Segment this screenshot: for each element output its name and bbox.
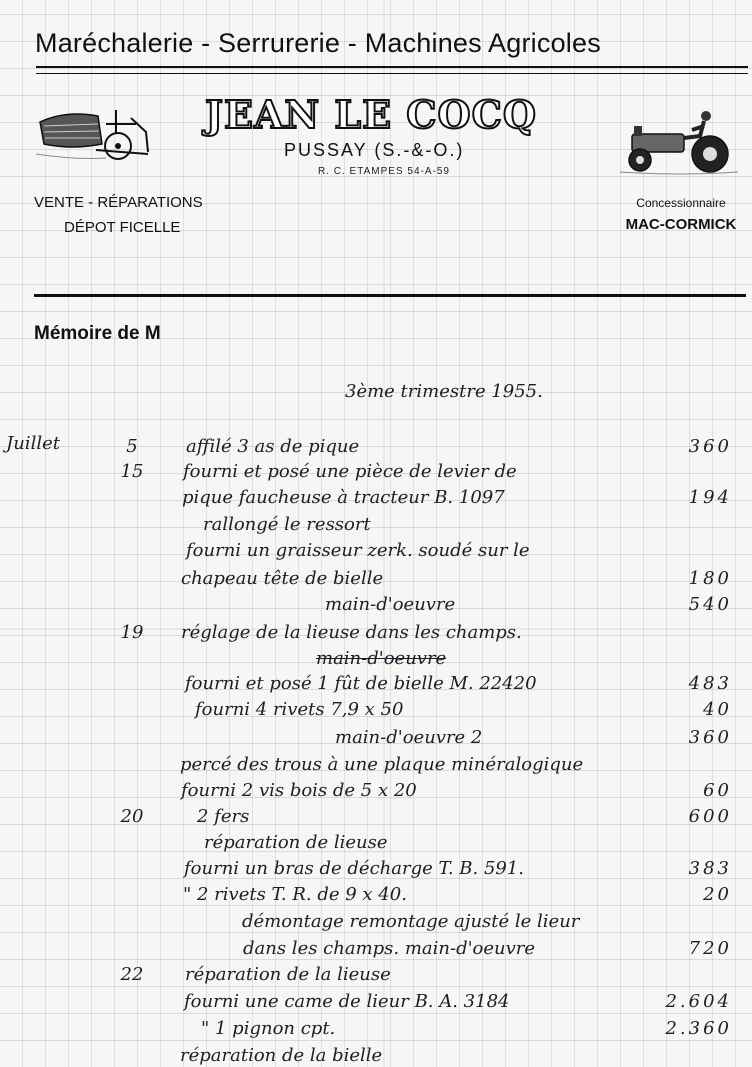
memoire-label: Mémoire de M bbox=[34, 323, 161, 344]
line-description: main-d'oeuvre 2 bbox=[335, 727, 483, 748]
line-amount: 720 bbox=[688, 938, 732, 959]
dealer-block bbox=[614, 196, 748, 233]
line-description: fourni et posé 1 fût de bielle M. 22420 bbox=[185, 673, 537, 694]
line-description: fourni et posé une pièce de levier de bbox=[183, 461, 517, 482]
line-description: " 2 rivets T. R. de 9 x 40. bbox=[183, 884, 407, 905]
line-amount: 483 bbox=[688, 673, 732, 694]
invoice-line bbox=[0, 594, 752, 620]
line-amount: 2.604 bbox=[665, 991, 732, 1012]
line-description: réparation de la bielle bbox=[180, 1045, 383, 1066]
line-description: fourni une came de lieur B. A. 3184 bbox=[184, 991, 510, 1012]
line-day: 15 bbox=[120, 461, 144, 482]
line-amount: 180 bbox=[688, 568, 732, 589]
header-rule bbox=[36, 66, 748, 74]
invoice-line bbox=[0, 568, 752, 594]
services-block bbox=[34, 190, 203, 240]
invoice-line bbox=[0, 991, 752, 1017]
invoice-line bbox=[0, 911, 752, 937]
section-rule bbox=[34, 294, 746, 297]
line-amount: 60 bbox=[703, 780, 732, 801]
company-town: PUSSAY (S.-&-O.) bbox=[284, 140, 465, 160]
invoice-line bbox=[0, 514, 752, 540]
invoice-line bbox=[0, 964, 752, 990]
line-amount: 383 bbox=[688, 858, 732, 879]
line-description: pique faucheuse à tracteur B. 1097 bbox=[182, 487, 505, 508]
line-amount: 360 bbox=[688, 436, 732, 457]
month-label: Juillet bbox=[6, 433, 60, 454]
invoice-line bbox=[0, 1045, 752, 1067]
invoice-line bbox=[0, 1018, 752, 1044]
line-description: main-d'oeuvre bbox=[325, 594, 456, 615]
trade-register-number: R. C. ETAMPES 54-A-59 bbox=[318, 166, 450, 177]
line-description: rallongé le ressort bbox=[203, 514, 371, 535]
invoice-line bbox=[0, 858, 752, 884]
invoice-line bbox=[0, 461, 752, 487]
invoice-line bbox=[0, 832, 752, 858]
dealer-label: Concessionnaire bbox=[636, 196, 726, 210]
line-description: réparation de la lieuse bbox=[185, 964, 391, 985]
mower-illustration bbox=[36, 104, 154, 166]
line-description: main-d'oeuvre bbox=[316, 648, 447, 669]
dealer-name: MAC-CORMICK bbox=[625, 216, 737, 233]
invoice-line bbox=[0, 436, 752, 462]
line-description: 2 fers bbox=[197, 806, 250, 827]
line-description: fourni 4 rivets 7,9 x 50 bbox=[195, 699, 404, 720]
invoice-line bbox=[0, 884, 752, 910]
invoice-line bbox=[0, 487, 752, 513]
line-description: affilé 3 as de pique bbox=[186, 436, 360, 457]
line-description: dans les champs. main-d'oeuvre bbox=[243, 938, 536, 959]
line-day: 19 bbox=[120, 622, 144, 643]
invoice-line bbox=[0, 673, 752, 699]
invoice-line bbox=[0, 806, 752, 832]
line-amount: 540 bbox=[688, 594, 732, 615]
tractor-illustration bbox=[620, 104, 738, 176]
line-description: fourni 2 vis bois de 5 x 20 bbox=[181, 780, 417, 801]
line-day: 22 bbox=[120, 964, 144, 985]
line-day: 20 bbox=[120, 806, 144, 827]
invoice-line bbox=[0, 780, 752, 806]
line-amount: 2.360 bbox=[665, 1018, 732, 1039]
line-amount: 194 bbox=[688, 487, 732, 508]
line-description: fourni un graisseur zerk. soudé sur le bbox=[186, 540, 530, 561]
invoice-line bbox=[0, 540, 752, 566]
line-day: 5 bbox=[126, 436, 138, 457]
trades-heading: Maréchalerie - Serrurerie - Machines Agricoles bbox=[35, 28, 601, 58]
line-amount: 600 bbox=[688, 806, 732, 827]
line-amount: 40 bbox=[703, 699, 732, 720]
line-description: réparation de lieuse bbox=[204, 832, 388, 853]
company-name: JEAN LE COCQ bbox=[205, 92, 537, 137]
line-description: démontage remontage ajusté le lieur bbox=[242, 911, 580, 932]
invoice-line bbox=[0, 938, 752, 964]
line-description: réglage de la lieuse dans les champs. bbox=[181, 622, 522, 643]
line-amount: 20 bbox=[703, 884, 732, 905]
services-line: DÉPOT FICELLE bbox=[64, 219, 181, 236]
services-line: VENTE - RÉPARATIONS bbox=[34, 194, 203, 211]
invoice-line bbox=[0, 754, 752, 780]
line-description: fourni un bras de décharge T. B. 591. bbox=[184, 858, 525, 879]
line-amount: 360 bbox=[688, 727, 732, 748]
line-description: percé des trous à une plaque minéralogique bbox=[180, 754, 584, 775]
period-heading: 3ème trimestre 1955. bbox=[345, 381, 543, 402]
invoice-line bbox=[0, 699, 752, 725]
invoice-line bbox=[0, 727, 752, 753]
line-description: chapeau tête de bielle bbox=[181, 568, 384, 589]
invoice-line bbox=[0, 622, 752, 648]
invoice-line bbox=[0, 648, 752, 674]
line-description: " 1 pignon cpt. bbox=[201, 1018, 336, 1039]
